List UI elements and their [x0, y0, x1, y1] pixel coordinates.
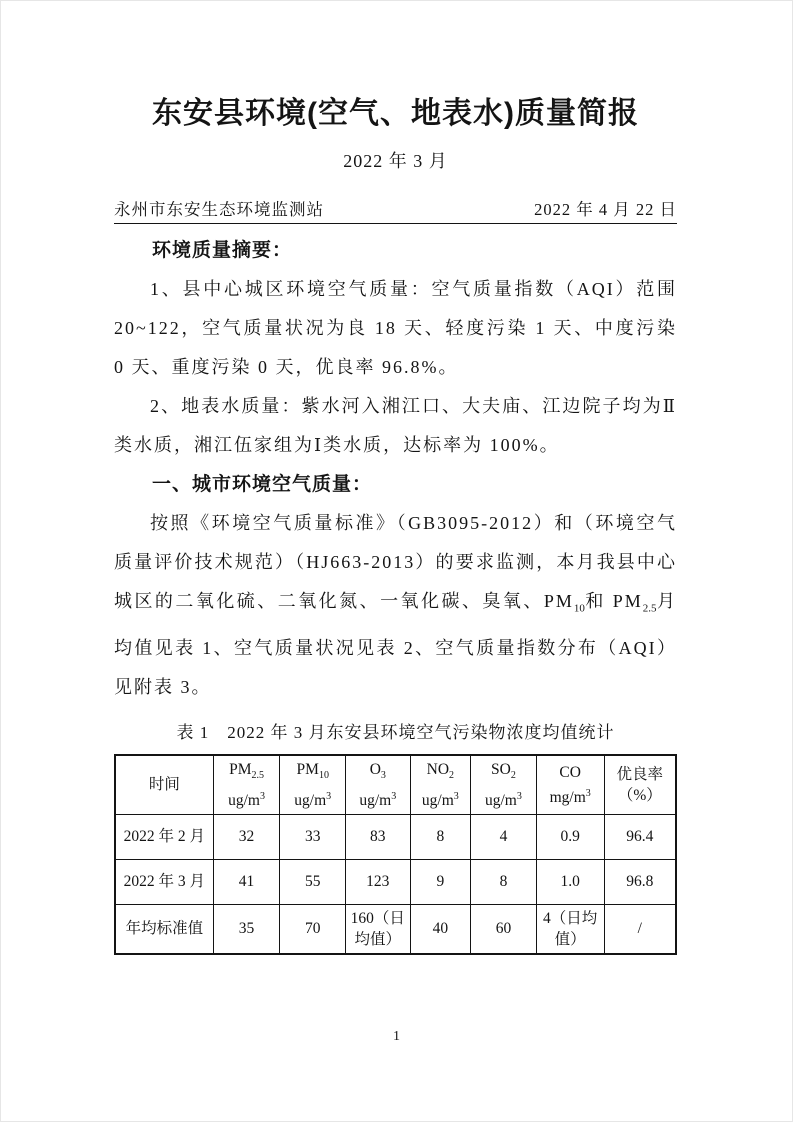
table-cell: 1.0: [536, 859, 604, 904]
col-header-rate: 优良率 （%）: [604, 755, 676, 815]
agency-name: 永州市东安生态环境监测站: [114, 200, 324, 219]
table-cell: 123: [346, 859, 411, 904]
pollutant-table: [114, 754, 677, 955]
table-cell: 70: [280, 904, 346, 954]
table-cell: 41: [213, 859, 280, 904]
table-cell: 96.8: [604, 859, 676, 904]
document-subtitle: 2022 年 3 月: [343, 151, 448, 171]
col-header-pm10: $PM_{10}$ $ug/m^3$: [280, 755, 346, 815]
table-cell: 32: [213, 814, 280, 859]
table-cell: 8: [410, 814, 471, 859]
table1-caption: 表 1 2022 年 3 月东安县环境空气污染物浓度均值统计: [176, 722, 615, 742]
table-cell: 35: [213, 904, 280, 954]
table-row-standard: [115, 904, 676, 954]
col-header-time: 时间: [115, 755, 213, 815]
table-cell: 4（日均值）: [536, 904, 604, 954]
table-cell: 60: [471, 904, 537, 954]
table-row-feb: [115, 814, 676, 859]
table-cell: 96.4: [604, 814, 676, 859]
table-cell: 年均标准值: [115, 904, 213, 954]
table-cell: 0.9: [536, 814, 604, 859]
table-cell: 83: [346, 814, 411, 859]
col-header-o3: $O_3$ $ug/m^3$: [346, 755, 411, 815]
section-heading-air-quality: 一、城市环境空气质量：: [152, 474, 373, 495]
table-cell: 2022 年 2 月: [115, 814, 213, 859]
summary-item-air: 1、县中心城区环境空气质量：空气质量指数（AQI）范围 20~122，空气质量状况为良 18 天、轻度污染 1 天、中度污染 0 天、重度污染 0 天，优良率 96.8%。: [114, 279, 677, 377]
table-cell: 55: [280, 859, 346, 904]
page-number: 1: [393, 1029, 400, 1044]
table-cell: 40: [410, 904, 471, 954]
table-cell: 33: [280, 814, 346, 859]
table-cell: 8: [471, 859, 537, 904]
report-date: 2022 年 4 月 22 日: [534, 200, 677, 219]
table-cell: 9: [410, 859, 471, 904]
table-cell: /: [604, 904, 676, 954]
table-cell: 2022 年 3 月: [115, 859, 213, 904]
table-cell: 4: [471, 814, 537, 859]
summary-item-water: 2、地表水质量：紫水河入湘江口、大夫庙、江边院子均为Ⅱ类水质，湘江伍家组为Ⅰ类水质，达标率为 100%。: [114, 396, 677, 455]
document-title: 东安县环境(空气、地表水)质量简报: [152, 97, 639, 130]
table-header-row: [115, 755, 676, 815]
col-header-no2: $NO_2$ $ug/m^3$: [410, 755, 471, 815]
col-header-co: CO $mg/m^3$: [536, 755, 604, 815]
col-header-so2: $SO_2$ $ug/m^3$: [471, 755, 537, 815]
table-row-mar: [115, 859, 676, 904]
col-header-pm25: $PM_{2.5}$ $ug/m^3$: [213, 755, 280, 815]
table-cell: 160（日均值）: [346, 904, 411, 954]
summary-heading: 环境质量摘要：: [152, 240, 293, 261]
monitoring-paragraph: 按照《环境空气质量标准》（GB3095-2012）和（环境空气质量评价技术规范）（HJ663-2013）的要求监测，本月我县中心城区的二氧化硫、二氧化氮、一氧化碳、臭氧、$PM_{10}$和 $PM_{2.5}$月均值见表 1、空气质量状况见表 2、空气质量指数分布（AQI）见附表 3。: [114, 513, 677, 697]
header-row: [114, 199, 677, 224]
